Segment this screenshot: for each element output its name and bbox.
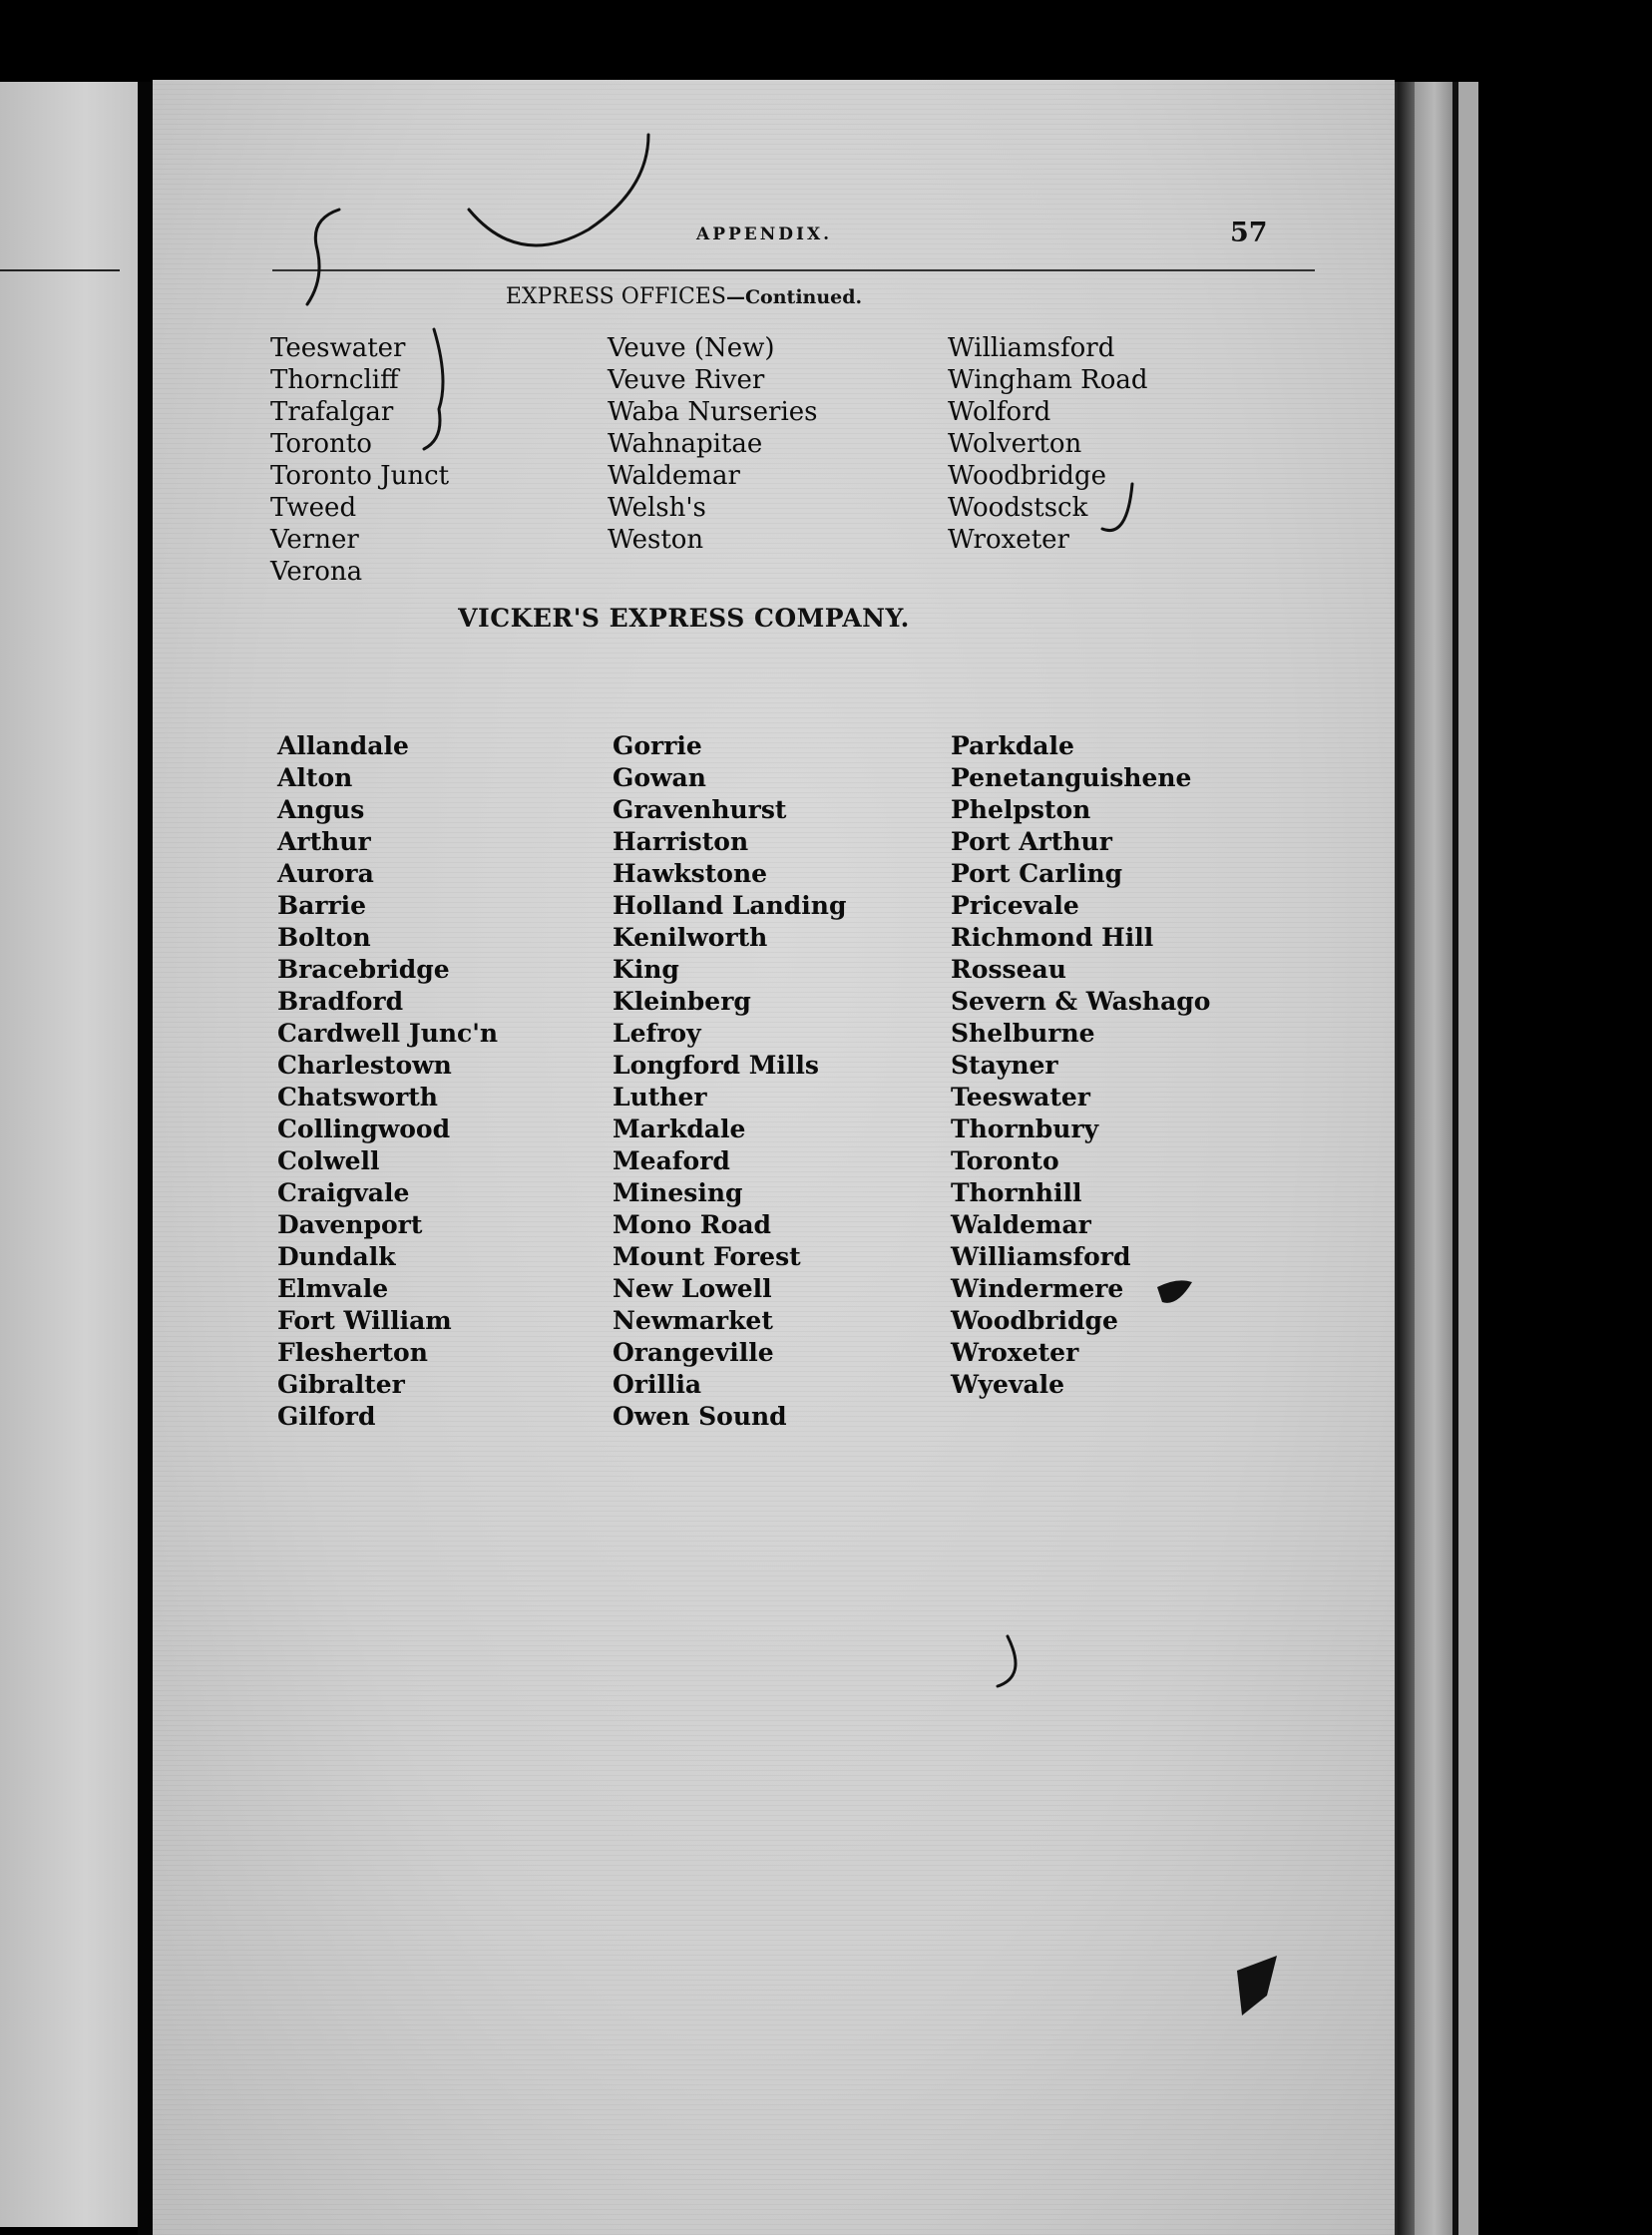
place-name: Port Arthur [951, 827, 1112, 856]
vickers-express-heading: VICKER'S EXPRESS COMPANY. [458, 604, 910, 633]
place-name: Mono Road [613, 1210, 772, 1239]
page-number: 57 [1230, 218, 1268, 248]
place-name: New Lowell [613, 1274, 772, 1303]
binding-gutter [138, 82, 154, 2235]
running-head: APPENDIX. [696, 224, 833, 244]
place-name: Minesing [613, 1178, 743, 1207]
place-name: Gowan [613, 763, 706, 792]
place-name: Owen Sound [613, 1402, 787, 1431]
place-name: Hawkstone [613, 859, 768, 888]
vickers-column-2 [613, 730, 846, 1433]
place-name: Elmvale [277, 1274, 389, 1303]
place-name: Williamsford [951, 1242, 1131, 1271]
place-name: Williamsford [948, 333, 1115, 363]
place-name: Penetanguishene [951, 763, 1192, 792]
place-name: Weston [608, 525, 704, 555]
place-name: Woodbridge [948, 461, 1106, 491]
place-name: Waba Nurseries [608, 397, 818, 427]
place-name: Wolverton [948, 429, 1082, 459]
place-name: Waldemar [951, 1210, 1091, 1239]
place-name: Meaford [613, 1146, 730, 1175]
place-name: Allandale [277, 731, 409, 760]
place-name: Woodbridge [951, 1306, 1118, 1335]
place-name: Veuve River [608, 365, 765, 395]
place-name: Cardwell Junc'n [277, 1019, 499, 1048]
place-name: Angus [277, 795, 365, 824]
previous-page-rule [0, 269, 120, 271]
place-name: Bolton [277, 923, 371, 952]
place-name: Teeswater [270, 333, 406, 363]
place-name: Kenilworth [613, 923, 768, 952]
place-name: Lefroy [613, 1019, 701, 1048]
page-stack-edge-outer [1458, 82, 1478, 2235]
place-name: Wroxeter [948, 525, 1069, 555]
express-column-1 [270, 332, 449, 588]
place-name: Bradford [277, 987, 404, 1016]
place-name: Charlestown [277, 1051, 452, 1080]
place-name: Gilford [277, 1402, 376, 1431]
place-name: Kleinberg [613, 987, 751, 1016]
place-name: Luther [613, 1083, 707, 1112]
place-name: Welsh's [608, 493, 706, 523]
place-name: Orangeville [613, 1338, 774, 1367]
place-name: Woodstsck [948, 493, 1088, 523]
express-column-2 [608, 332, 818, 556]
place-name: Severn & Washago [951, 987, 1211, 1016]
place-name: Davenport [277, 1210, 423, 1239]
place-name: Fort William [277, 1306, 452, 1335]
express-heading-suffix: —Continued. [725, 286, 863, 308]
place-name: Newmarket [613, 1306, 773, 1335]
place-name: Wingham Road [948, 365, 1148, 395]
vickers-column-1 [277, 730, 498, 1433]
place-name: Markdale [613, 1115, 746, 1143]
place-name: Phelpston [951, 795, 1091, 824]
place-name: Mount Forest [613, 1242, 801, 1271]
express-column-3 [948, 332, 1148, 556]
place-name: Orillia [613, 1370, 702, 1399]
place-name: Gibralter [277, 1370, 405, 1399]
previous-page-edge [0, 82, 142, 2227]
place-name: Colwell [277, 1146, 380, 1175]
place-name: Shelburne [951, 1019, 1095, 1048]
place-name: Wahnapitae [608, 429, 763, 459]
place-name: Gorrie [613, 731, 702, 760]
place-name: Bracebridge [277, 955, 450, 984]
place-name: Tweed [270, 493, 357, 523]
place-name: Parkdale [951, 731, 1074, 760]
place-name: Rosseau [951, 955, 1066, 984]
place-name: Barrie [277, 891, 367, 920]
place-name: Thornhill [951, 1178, 1082, 1207]
place-name: Richmond Hill [951, 923, 1154, 952]
place-name: Windermere [951, 1274, 1124, 1303]
place-name: King [613, 955, 679, 984]
place-name: Flesherton [277, 1338, 428, 1367]
place-name: Toronto [270, 429, 372, 459]
header-rule [272, 269, 1315, 271]
express-heading-text: EXPRESS OFFICES [505, 284, 726, 309]
place-name: Aurora [277, 859, 374, 888]
place-name: Dundalk [277, 1242, 396, 1271]
place-name: Trafalgar [270, 397, 394, 427]
place-name: Stayner [951, 1051, 1058, 1080]
place-name: Chatsworth [277, 1083, 438, 1112]
place-name: Collingwood [277, 1115, 451, 1143]
place-name: Wolford [948, 397, 1051, 427]
place-name: Holland Landing [613, 891, 847, 920]
place-name: Wyevale [951, 1370, 1065, 1399]
place-name: Harriston [613, 827, 749, 856]
place-name: Verner [270, 525, 359, 555]
place-name: Thorncliff [270, 365, 399, 395]
place-name: Pricevale [951, 891, 1079, 920]
place-name: Toronto [951, 1146, 1059, 1175]
place-name: Craigvale [277, 1178, 410, 1207]
page [153, 80, 1395, 2235]
place-name: Wroxeter [951, 1338, 1079, 1367]
place-name: Port Carling [951, 859, 1123, 888]
place-name: Arthur [277, 827, 371, 856]
place-name: Thornbury [951, 1115, 1099, 1143]
page-stack-edge [1415, 82, 1454, 2235]
place-name: Waldemar [608, 461, 740, 491]
place-name: Gravenhurst [613, 795, 787, 824]
place-name: Toronto Junct [270, 461, 450, 491]
express-offices-heading [63, 284, 1305, 309]
vickers-column-3 [951, 730, 1210, 1401]
place-name: Longford Mills [613, 1051, 819, 1080]
place-name: Veuve (New) [608, 333, 775, 363]
place-name: Alton [277, 763, 353, 792]
place-name: Teeswater [951, 1083, 1090, 1112]
place-name: Verona [270, 557, 363, 587]
